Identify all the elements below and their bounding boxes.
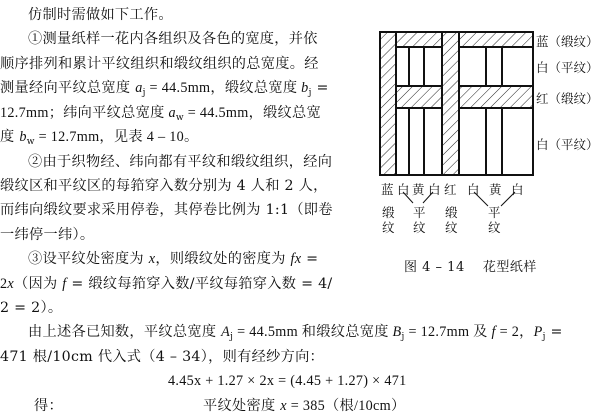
var-a: a [135, 80, 143, 96]
blue-satin-band-right [459, 32, 533, 47]
var-B: B [392, 324, 402, 340]
summary-line1 [28, 323, 563, 346]
color-label-red: 红 [444, 182, 457, 197]
group-satin-bottom-2: 纹 [445, 220, 458, 235]
text-span: = 12.7mm，见表 4 – 10。 [34, 129, 199, 145]
var-x: x [280, 398, 287, 414]
group-plain-top-2: 平 [488, 205, 501, 220]
var-A: A [221, 324, 231, 340]
figure-caption: 图 4 – 14 花型纸样 [404, 260, 537, 275]
var-x: x [148, 251, 156, 267]
group-plain-bottom: 纹 [413, 220, 426, 235]
text-span: ，则缎纹处的密度为 [155, 251, 291, 267]
color-label-yellow: 黄 [489, 182, 502, 197]
text-span: = 44.5mm 和缎纹总宽度 [233, 324, 393, 340]
step3-line3: 2 = 2）。 [0, 300, 63, 316]
step1-line4 [0, 104, 321, 127]
text-span: 12.7mm；纬向平纹总宽度 [0, 105, 169, 121]
text-span: 度 [0, 129, 20, 145]
text-span: = 缎纹每筘穿入数/平纹每筘穿入数 = 4/ [66, 276, 333, 292]
label-red-satin: 红（缎纹） [536, 91, 599, 106]
var-f: f [62, 276, 67, 292]
var-a: a [168, 105, 176, 121]
blue-satin-band-left [396, 32, 442, 47]
var-P: P [533, 324, 543, 340]
color-label-blue: 蓝 [381, 182, 394, 197]
text-span: = 385（根/10cm） [286, 398, 406, 414]
text-span: = [545, 324, 563, 340]
subscript: w [175, 113, 184, 123]
step2-line4: 一纬停一纬）。 [0, 227, 95, 243]
text-span: = 2， [495, 324, 534, 340]
subscript: j [308, 88, 312, 98]
text-span: = 44.5mm，缎纹总宽度 [145, 80, 302, 96]
color-label-white: 白 [511, 182, 524, 197]
label-white-plain: 白（平纹） [536, 60, 599, 75]
subscript: j [401, 332, 405, 342]
text-span: 2 [0, 276, 8, 292]
step1-line1: ①测量纸样一花内各组织及各色的宽度，并依 [28, 31, 318, 47]
color-label-white: 白 [428, 182, 441, 197]
step1-line5 [0, 128, 199, 151]
text-span: 平纹处密度 [203, 398, 281, 414]
var-x: x [7, 276, 15, 292]
summary-line2: 471 根/10cm 代入式（4 – 34），则有经纱方向： [0, 349, 325, 365]
var-fx: fx [290, 251, 302, 267]
blue-satin-column [380, 32, 396, 175]
color-label-white: 白 [397, 182, 410, 197]
subscript: w [26, 137, 35, 147]
group-satin-top-2: 缎 [445, 205, 458, 220]
var-b: b [301, 80, 309, 96]
result-label: 得： [34, 398, 63, 414]
red-satin-column [442, 32, 459, 175]
text-span: = [311, 80, 329, 96]
label-blue-satin: 蓝（缎纹） [536, 34, 599, 49]
text-span: 由上述各已知数，平纹总宽度 [28, 324, 222, 340]
red-satin-band-right [459, 86, 533, 108]
subscript: j [142, 88, 146, 98]
label-white-plain-2: 白（平纹） [536, 137, 599, 152]
step3-line1 [28, 250, 318, 268]
figure-pattern-sample [360, 0, 601, 290]
step3-line2 [0, 275, 332, 293]
text-span: = 44.5mm，缎纹总宽 [183, 105, 322, 121]
step2-line2: 缎纹区和平纹区的每筘穿入数分别为 4 人和 2 人， [0, 178, 328, 194]
subscript: j [542, 332, 546, 342]
group-satin-top: 缎 [382, 205, 395, 220]
subscript: j [230, 332, 234, 342]
intro-text: 仿制时需做如下工作。 [28, 7, 173, 23]
equation: 4.45x + 1.27 × 2x = (4.45 + 1.27) × 471 [168, 373, 407, 389]
group-satin-bottom: 纹 [382, 220, 395, 235]
text-span: （因为 [14, 276, 63, 292]
var-b: b [19, 129, 27, 145]
step1-line2: 顺序排列和累计平纹组织和缎纹组织的总宽度。经 [0, 56, 319, 72]
color-label-white: 白 [467, 182, 480, 197]
result-line [203, 397, 405, 415]
step2-line1: ②由于织物经、纬向都有平纹和缎纹组织，经向 [28, 154, 333, 170]
text-span: = 12.7mm 及 [404, 324, 492, 340]
var-f: f [491, 324, 496, 340]
text-span: = [301, 251, 319, 267]
text-span: ③设平纹处密度为 [28, 251, 149, 267]
step1-line3 [0, 79, 329, 102]
step2-line3: 而纬向缎纹要求采用停卷，其停卷比例为 1:1（即卷 [0, 202, 333, 218]
red-satin-band-left [396, 86, 442, 108]
group-plain-bottom-2: 纹 [488, 220, 501, 235]
group-plain-top: 平 [413, 205, 426, 220]
color-label-yellow: 黄 [412, 182, 425, 197]
text-span: 测量经向平纹总宽度 [0, 80, 136, 96]
